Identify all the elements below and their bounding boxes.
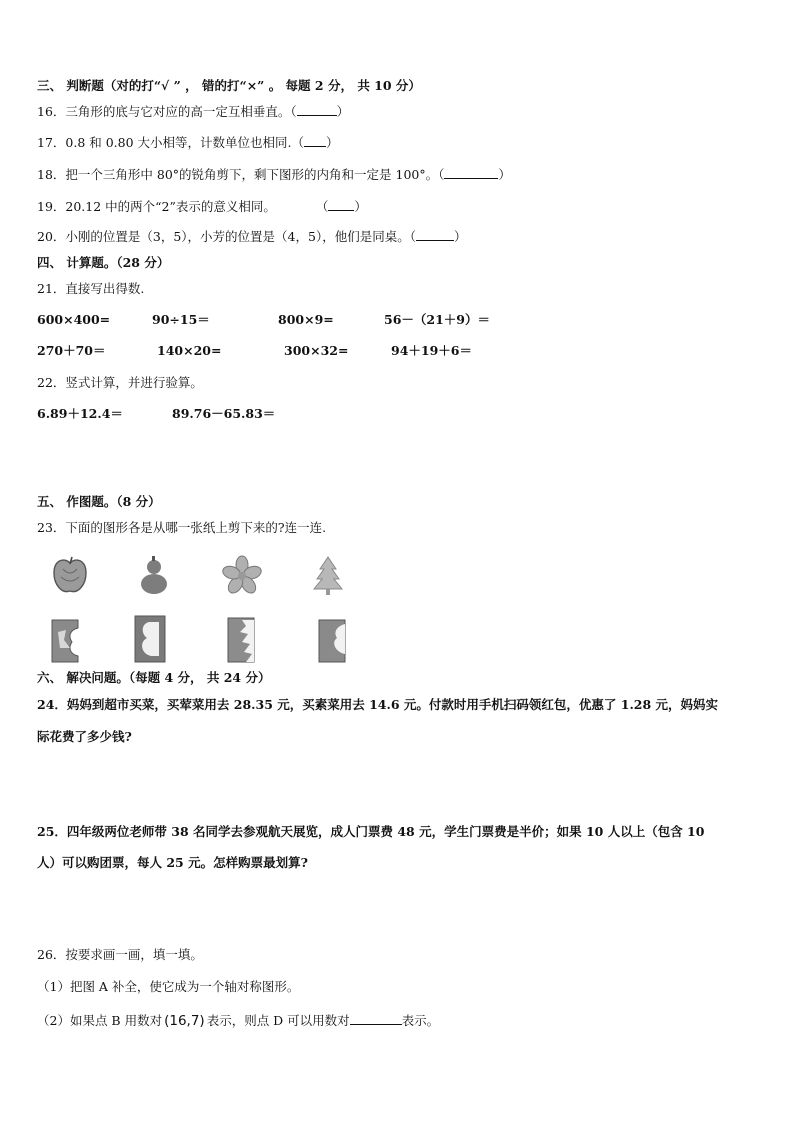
- flower-cutout-icon[interactable]: [220, 555, 264, 597]
- paper-sheet-4-icon[interactable]: [317, 618, 349, 664]
- paper-sheet-3-icon[interactable]: [226, 616, 258, 664]
- section5-heading: 五、 作图题。（8 分）: [37, 494, 161, 509]
- question-25-line2: 人）可以购团票，每人 25 元。怎样购票最划算?: [37, 855, 308, 870]
- paper-sheet-1-icon[interactable]: [50, 618, 82, 664]
- question-24-line1: 24．妈妈到超市买菜，买荤菜用去 28.35 元，买素菜用去 14.6 元。付款时用手机扫码领红包，优惠了 1.28 元，妈妈实: [37, 697, 719, 712]
- question-21-title: 21．直接写出得数.: [37, 281, 145, 296]
- question-20: 20．小刚的位置是（3，5），小芳的位置是（4，5），他们是同桌。（ ）: [37, 229, 467, 244]
- section3-heading: 三、 判断题（对的打“√ ” ， 错的打“×” 。 每题 2 分， 共 10 分）: [37, 78, 421, 93]
- question-16: 16．三角形的底与它对应的高一定互相垂直。（ ）: [37, 104, 350, 119]
- answer-blank[interactable]: [416, 229, 454, 241]
- section6-heading: 六、 解决问题。（每题 4 分， 共 24 分）: [37, 670, 271, 685]
- question-23-title: 23．下面的图形各是从哪一张纸上剪下来的?连一连.: [37, 520, 327, 535]
- gourd-cutout-icon[interactable]: [134, 555, 174, 597]
- calc-item: 600×400=: [37, 312, 111, 327]
- answer-blank[interactable]: [297, 104, 337, 116]
- section4-heading: 四、 计算题。（28 分）: [37, 255, 170, 270]
- question-24-line2: 际花费了多少钱?: [37, 729, 132, 744]
- question-19: 19．20.12 中的两个“2”表示的意义相同。 （ ）: [37, 199, 367, 214]
- calc-item: 140×20=: [157, 343, 222, 358]
- answer-blank[interactable]: [304, 135, 326, 147]
- answer-blank[interactable]: [444, 167, 498, 179]
- calc-item: 300×32=: [284, 343, 349, 358]
- coordinate-pair: (16,7): [164, 1013, 205, 1029]
- answer-blank[interactable]: [350, 1013, 402, 1025]
- question-26-part1: （1）把图 A 补全，使它成为一个轴对称图形。: [37, 979, 300, 994]
- tree-cutout-icon[interactable]: [312, 555, 344, 597]
- calc-item: 94＋19＋6＝: [391, 343, 472, 358]
- vertical-calc-item: 89.76－65.83＝: [172, 406, 276, 421]
- apple-cutout-icon[interactable]: [50, 555, 90, 597]
- question-22-title: 22．竖式计算，并进行验算。: [37, 375, 203, 390]
- calc-item: 56－（21＋9）＝: [384, 312, 490, 327]
- question-25-line1: 25．四年级两位老师带 38 名同学去参观航天展览，成人门票费 48 元，学生门票费是半价；如果 10 人以上（包含 10: [37, 824, 705, 839]
- question-26-title: 26．按要求画一画，填一填。: [37, 947, 203, 962]
- calc-item: 270＋70＝: [37, 343, 106, 358]
- paper-sheet-2-icon[interactable]: [133, 614, 169, 664]
- answer-blank[interactable]: [328, 199, 354, 211]
- calc-item: 90÷15＝: [152, 312, 210, 327]
- question-17: 17．0.8 和 0.80 大小相等，计数单位也相同.（ ）: [37, 135, 339, 150]
- question-26-part2: （2）如果点 B 用数对 (16,7) 表示，则点 D 可以用数对 表示。: [37, 1013, 440, 1029]
- question-18: 18．把一个三角形中 80°的锐角剪下，剩下图形的内角和一定是 100°。（ ）: [37, 167, 511, 182]
- vertical-calc-item: 6.89＋12.4＝: [37, 406, 123, 421]
- calc-item: 800×9=: [278, 312, 334, 327]
